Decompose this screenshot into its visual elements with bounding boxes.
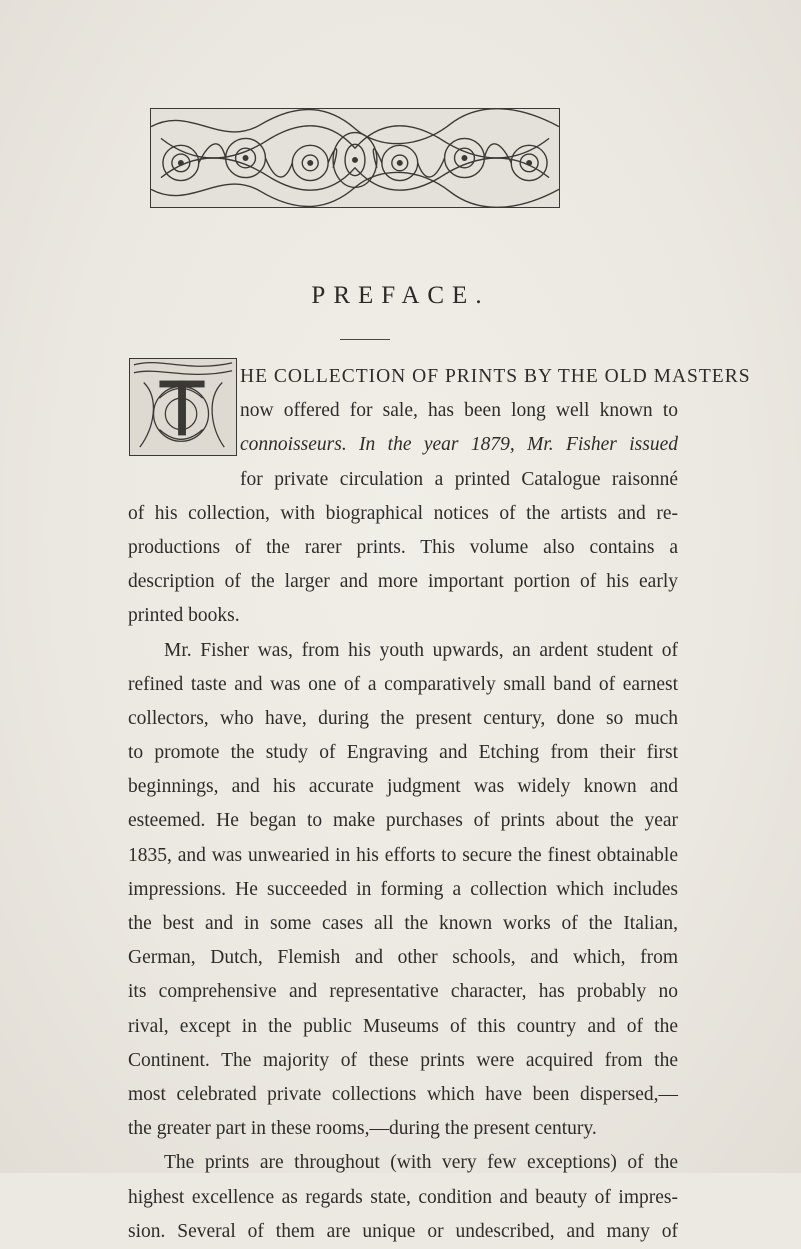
text-line: impressions. He succeeded in forming a collection which includes	[128, 878, 678, 900]
text-line: highest excellence as regards state, condition and beauty of impres-	[128, 1186, 678, 1208]
text-line: beginnings, and his accurate judgment was widely known and	[128, 776, 678, 798]
text-line: connoisseurs. In the year 1879, Mr. Fisher issued	[240, 434, 678, 456]
text-line: collectors, who have, during the present century, done so much	[128, 707, 678, 729]
text-line: the best and in some cases all the known works of the Italian,	[128, 913, 678, 934]
text-line: now offered for sale, has been long well known to	[240, 400, 678, 422]
text-line: sion. Several of them are unique or undescribed, and many of	[128, 1220, 678, 1242]
text-line: the greater part in these rooms,—during the present century.	[128, 1118, 597, 1140]
text-line: The prints are throughout (with very few exceptions) of the	[164, 1152, 678, 1174]
preface-body	[128, 360, 751, 1249]
text-line: HE COLLECTION OF PRINTS BY THE OLD MASTERS	[240, 366, 751, 387]
text-line: printed books.	[128, 605, 240, 627]
text-line: German, Dutch, Flemish and other schools, and which, from	[128, 947, 678, 969]
text-line: description of the larger and more important portion of his early	[128, 571, 678, 593]
text-line: to promote the study of Engraving and Etching from their first	[128, 742, 678, 764]
text-line: Continent. The majority of these prints were acquired from the	[128, 1049, 678, 1071]
text-line: 1835, and was unwearied in his efforts to secure the finest obtainable	[128, 844, 678, 866]
text-line: Mr. Fisher was, from his youth upwards, an ardent student of	[164, 639, 678, 661]
page-title: PREFACE.	[311, 282, 490, 309]
text-line: most celebrated private collections which have been dispersed,—	[128, 1083, 678, 1105]
text-line: its comprehensive and representative character, has probably no	[128, 981, 678, 1003]
ornamental-headpiece-icon	[150, 108, 560, 208]
text-line: for private circulation a printed Catalogue raisonné	[240, 468, 678, 490]
text-line: rival, except in the public Museums of this country and of the	[128, 1015, 678, 1037]
text-line: refined taste and was one of a comparatively small band of earnest	[128, 673, 678, 695]
title-rule	[340, 339, 390, 340]
text-line: productions of the rarer prints. This volume also contains a	[128, 536, 678, 558]
text-line: of his collection, with biographical notices of the artists and re-	[128, 502, 678, 524]
text-line: esteemed. He began to make purchases of prints about the year	[128, 810, 678, 832]
